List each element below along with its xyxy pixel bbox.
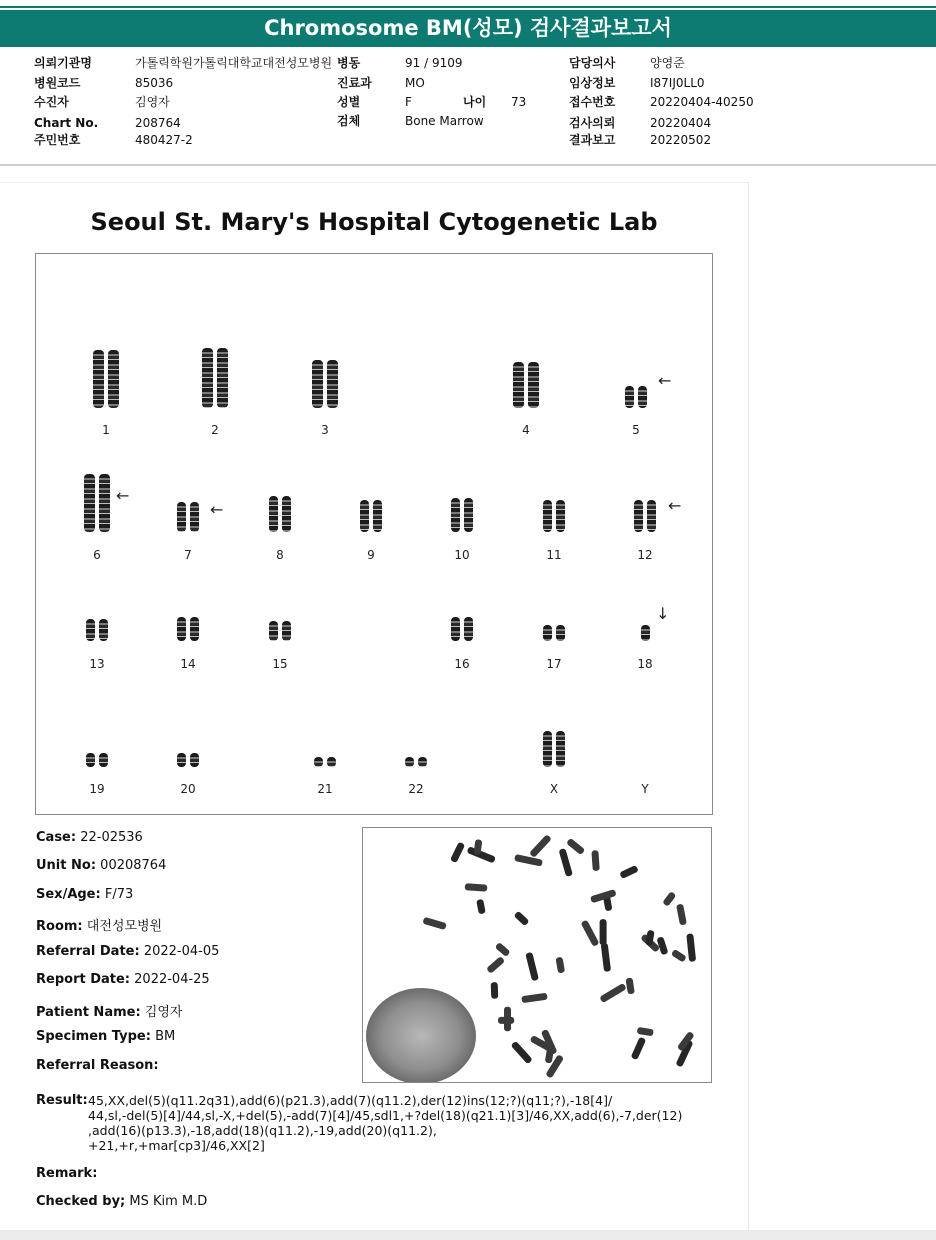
metaphase-chromosome (467, 846, 497, 863)
chromosome-label-12: 12 (637, 548, 653, 562)
chromosome-9-homolog (373, 500, 382, 532)
clinical-value: I87IJ0LL0 (650, 76, 705, 90)
sexage-value: F/73 (104, 887, 134, 902)
left-arrow-icon: ← (658, 371, 672, 390)
left-arrow-icon: ← (668, 496, 682, 515)
chromosome-6-homolog (99, 474, 110, 532)
chromosome-20-homolog (177, 753, 186, 767)
unit-field (36, 858, 166, 873)
chromosome-label-16: 16 (454, 657, 470, 671)
chromosome-7-homolog (190, 502, 199, 532)
metaphase-chromosome (599, 983, 627, 1003)
referral-reason-field (36, 1058, 159, 1073)
ward-label: 병동 (337, 56, 361, 70)
chromosome-label-8: 8 (276, 548, 284, 562)
chromosome-21-homolog (314, 757, 323, 767)
chromosome-14-homolog (190, 617, 199, 641)
chromosome-20-homolog (190, 753, 199, 767)
chromosome-19-homolog (99, 753, 108, 767)
report-date-value: 20220502 (650, 133, 712, 147)
metaphase-chromosome (498, 1017, 514, 1024)
chromosome-11-homolog (543, 500, 552, 532)
metaphase-chromosome (525, 952, 539, 981)
chart-value: 208764 (135, 116, 181, 130)
chromosome-label-10: 10 (454, 548, 470, 562)
chromosome-label-9: 9 (367, 548, 375, 562)
remark-field (36, 1166, 97, 1181)
checked-value: MS Kim M.D (129, 1194, 208, 1209)
request-label: 검사의뢰 (569, 116, 616, 130)
institution-label: 의뢰기관명 (34, 56, 92, 70)
referral-date-field (36, 944, 219, 959)
age-label: 나이 (463, 95, 487, 109)
patient-name-label: Patient Name: (36, 1005, 141, 1020)
metaphase-chromosome (619, 865, 639, 879)
metaphase-chromosome (514, 911, 530, 927)
chromosome-22-homolog (405, 757, 414, 767)
chromosome-15-homolog (269, 621, 278, 641)
case-value: 22-02536 (80, 830, 143, 845)
result-line: +21,+r,+mar[cp3]/46,XX[2] (88, 1138, 265, 1153)
receipt-label: 접수번호 (569, 95, 616, 109)
case-field (36, 830, 143, 845)
chromosome-11-homolog (556, 500, 565, 532)
chromosome-18-homolog (641, 625, 650, 641)
metaphase-chromosome (476, 899, 486, 915)
chromosome-10-homolog (451, 498, 460, 532)
chromosome-17-homolog (556, 625, 565, 641)
nucleus-shape (366, 988, 476, 1082)
chromosome-label-17: 17 (546, 657, 562, 671)
chromosome-12-homolog (647, 500, 656, 532)
sexage-label: Sex/Age: (36, 887, 101, 902)
left-arrow-icon: ← (116, 486, 130, 505)
doctor-value: 양영준 (650, 56, 685, 70)
result-label: Result: (36, 1093, 88, 1108)
specimen-type-value: BM (155, 1029, 176, 1044)
examinee-value: 김영자 (135, 95, 170, 109)
chromosome-5-homolog (638, 386, 647, 408)
chromosome-label-2: 2 (211, 423, 219, 437)
metaphase-chromosome (600, 919, 607, 945)
chromosome-label-20: 20 (180, 782, 196, 796)
report-date-field-value: 2022-04-25 (134, 972, 210, 987)
chromosome-label-1: 1 (102, 423, 110, 437)
result-line: 44,sl,-del(5)[4]/44,sl,-X,+del(5),-add(7)[4]/45,sdl1,+?del(18)(q21.1)[3]/46,XX,add(6),-7,der(12) (88, 1108, 683, 1123)
specimen-type-label: Specimen Type: (36, 1029, 151, 1044)
case-label: Case: (36, 830, 77, 845)
receipt-value: 20220404-40250 (650, 95, 754, 109)
result-text (88, 1093, 738, 1153)
chromosome-6-homolog (84, 474, 95, 532)
chromosome-label-7: 7 (184, 548, 192, 562)
sexage-field (36, 887, 133, 902)
referral-date-value: 2022-04-05 (143, 944, 220, 959)
chromosome-22-homolog (418, 757, 427, 767)
report-title: Chromosome BM(성모) 검사결과보고서 (264, 16, 672, 40)
request-value: 20220404 (650, 116, 712, 130)
report-date-label: 결과보고 (569, 133, 616, 147)
chromosome-label-11: 11 (546, 548, 562, 562)
chromosome-12-homolog (634, 500, 643, 532)
specimen-type-field (36, 1029, 175, 1044)
checked-by-field (36, 1194, 207, 1209)
metaphase-chromosome (555, 957, 565, 974)
chromosome-label-y: Y (641, 782, 649, 796)
patient-name-value: 김영자 (144, 1005, 183, 1020)
metaphase-spread-graphic (363, 828, 711, 1082)
clinical-label: 임상정보 (569, 76, 616, 90)
institution-value: 가톨릭학원가톨릭대학교대전성모병원 (135, 56, 333, 70)
chromosome-2-homolog (202, 348, 213, 408)
chromosome-16-homolog (451, 617, 460, 641)
metaphase-chromosome (486, 956, 505, 974)
chromosome-label-21: 21 (317, 782, 333, 796)
chart-label: Chart No. (34, 116, 99, 130)
chromosome-8-homolog (269, 496, 278, 532)
down-arrow-icon: ↓ (656, 604, 670, 623)
specimen-label: 검체 (337, 114, 361, 128)
chromosome-x-homolog (543, 731, 552, 767)
room-value: 대전성모병원 (86, 919, 163, 934)
result-line: 45,XX,del(5)(q11.2q31),add(6)(p21.3),add(7)(q11.2),der(12)ins(12;?)(q11;?),-18[4]/ (88, 1093, 613, 1108)
chromosome-label-3: 3 (321, 423, 329, 437)
metaphase-chromosome (491, 982, 499, 999)
metaphase-chromosome (511, 1041, 533, 1065)
metaphase-chromosome (625, 977, 634, 994)
metaphase-chromosome (637, 1027, 654, 1036)
chromosome-3-homolog (327, 360, 338, 408)
chromosome-label-22: 22 (408, 782, 424, 796)
chromosome-7-homolog (177, 502, 186, 532)
sex-label: 성별 (337, 95, 361, 109)
chromosome-4-homolog (528, 362, 539, 408)
metaphase-chromosome (631, 1037, 647, 1061)
chromosome-10-homolog (464, 498, 473, 532)
metaphase-chromosome (581, 920, 600, 947)
chromosome-1-homolog (93, 350, 104, 408)
chromosome-label-19: 19 (89, 782, 105, 796)
chromosome-label-18: 18 (637, 657, 653, 671)
chromosome-label-5: 5 (632, 423, 640, 437)
lab-title: Seoul St. Mary's Hospital Cytogenetic Lab (90, 208, 658, 236)
chromosome-label-13: 13 (89, 657, 105, 671)
metaphase-chromosome (676, 904, 687, 926)
metaphase-chromosome (450, 842, 465, 864)
unit-value: 00208764 (100, 858, 167, 873)
metaphase-chromosome (591, 850, 599, 871)
header-top-rule (0, 6, 936, 8)
chromosome-8-homolog (282, 496, 291, 532)
age-value: 73 (511, 95, 527, 109)
metaphase-chromosome (422, 917, 446, 930)
checked-label: Checked by; (36, 1194, 126, 1209)
chromosome-1-homolog (108, 350, 119, 408)
karyotype-image (35, 253, 713, 815)
examinee-label: 수진자 (34, 95, 69, 109)
chromosome-label-14: 14 (180, 657, 196, 671)
chromosome-5-homolog (625, 386, 634, 408)
unit-label: Unit No: (36, 858, 97, 873)
chromosome-13-homolog (86, 619, 95, 641)
specimen-value: Bone Marrow (405, 114, 484, 128)
rrn-label: 주민번호 (34, 133, 81, 147)
referral-date-label: Referral Date: (36, 944, 140, 959)
dept-value: MO (405, 76, 425, 90)
ward-value: 91 / 9109 (405, 56, 463, 70)
room-label: Room: (36, 919, 83, 934)
chromosome-17-homolog (543, 625, 552, 641)
metaphase-chromosome (559, 848, 573, 877)
chromosome-3-homolog (312, 360, 323, 408)
chromosome-2-homolog (217, 348, 228, 408)
bottom-strip (0, 1230, 936, 1240)
chromosome-label-6: 6 (93, 548, 101, 562)
chromosome-19-homolog (86, 753, 95, 767)
chromosome-13-homolog (99, 619, 108, 641)
chromosome-21-homolog (327, 757, 336, 767)
chromosome-16-homolog (464, 617, 473, 641)
metaphase-chromosome (671, 949, 687, 963)
metaphase-chromosome (590, 889, 617, 903)
referral-reason-label: Referral Reason: (36, 1058, 159, 1073)
doctor-label: 담당의사 (569, 56, 616, 70)
chromosome-4-homolog (513, 362, 524, 408)
hospital-code-value: 85036 (135, 76, 174, 90)
chromosome-15-homolog (282, 621, 291, 641)
chromosome-label-x: X (549, 782, 559, 796)
remark-label: Remark: (36, 1166, 98, 1181)
report-date-field (36, 972, 210, 987)
metaphase-chromosome (566, 838, 585, 856)
metaphase-chromosome (529, 834, 552, 858)
metaphase-chromosome (465, 883, 488, 892)
rrn-value: 480427-2 (135, 133, 193, 147)
room-field (36, 915, 162, 934)
chromosome-x-homolog (556, 731, 565, 767)
chromosome-label-4: 4 (522, 423, 530, 437)
hospital-code-label: 병원코드 (34, 76, 81, 90)
left-arrow-icon: ← (210, 500, 224, 519)
metaphase-image (362, 827, 712, 1083)
metaphase-chromosome (601, 943, 611, 972)
result-field (36, 1093, 88, 1108)
report-title-bar (0, 10, 936, 47)
report-date-field-label: Report Date: (36, 972, 131, 987)
chromosome-14-homolog (177, 617, 186, 641)
metaphase-chromosome (686, 933, 696, 962)
patient-name-field (36, 1001, 182, 1020)
dept-label: 진료과 (337, 76, 372, 90)
chromosome-9-homolog (360, 500, 369, 532)
metaphase-chromosome (514, 854, 543, 867)
metaphase-chromosome (495, 942, 511, 957)
sex-value: F (405, 95, 412, 109)
header-divider (0, 164, 936, 166)
metaphase-chromosome (521, 993, 548, 1004)
result-line: ,add(16)(p13.3),-18,add(18)(q11.2),-19,add(20)(q11.2), (88, 1123, 437, 1138)
metaphase-chromosome (662, 891, 676, 907)
chromosome-label-15: 15 (272, 657, 288, 671)
